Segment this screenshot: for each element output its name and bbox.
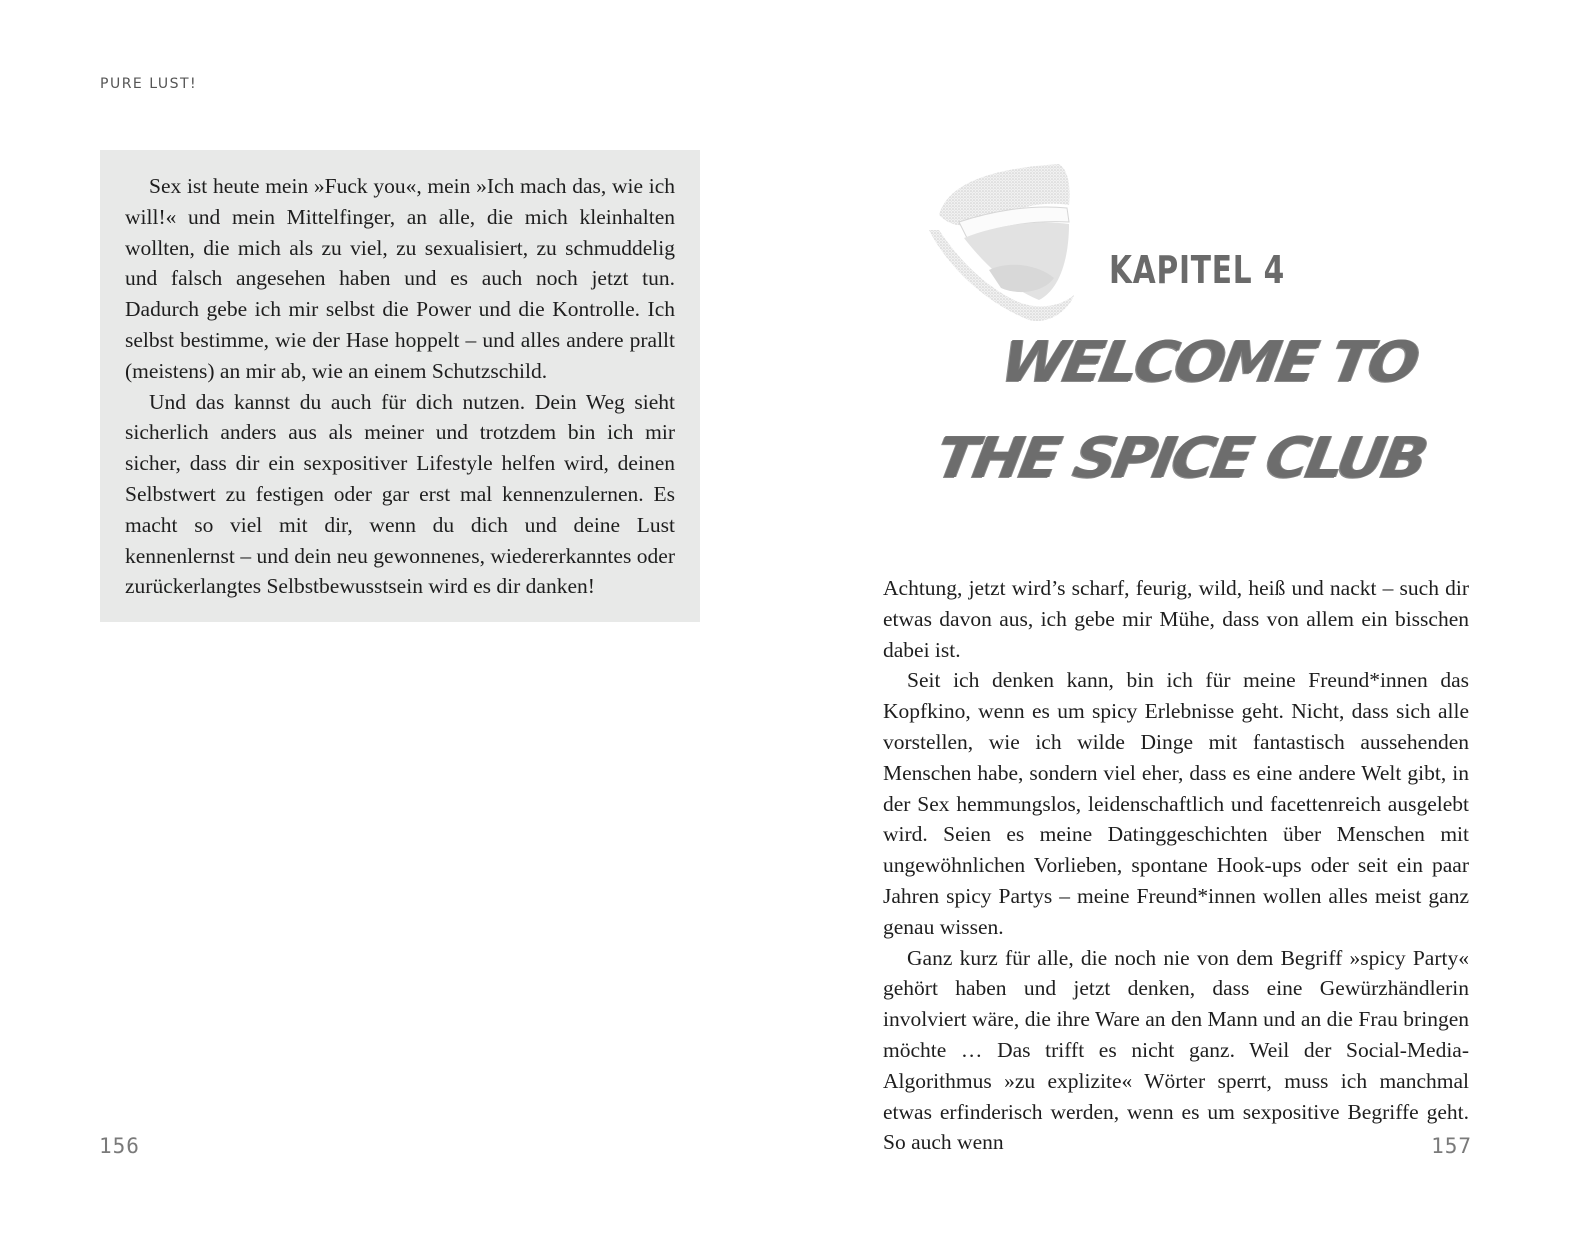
page-number: 157 <box>1431 1134 1472 1158</box>
right-page <box>797 0 1594 1240</box>
body-paragraph: Ganz kurz für alle, die noch nie von dem Begriff »spicy Party« gehört haben und jetzt denken, dass eine Gewürzhändlerin involviert wäre, die ihre Ware an den Mann und an die Frau bringen möchte … Das trifft es nicht ganz. Weil der Social-Media-Algorithmus »zu explizite« Wörter sperrt, muss ich manchmal etwas erfinderisch werden, wenn es um sexpositive Begriffe geht. So auch wenn <box>883 945 1469 1155</box>
chapter-label: KAPITEL 4 <box>1109 248 1285 292</box>
chapter-title-line-2: THE SPICE CLUB <box>931 426 1430 491</box>
box-paragraph: Und das kannst du auch für dich nutzen. Dein Weg sieht sicherlich anders aus als meiner und trotzdem bin ich mir sicher, dass dir ein sexpositiver Lifestyle helfen wird, deinen Selbstwert zu festigen oder gar erst mal kennenzulernen. Es macht so viel mit dir, wenn du dich und deine Lust kennenlernst – und dein neu gewonnenes, wiedererkanntes oder zurückerlangtes Selbstbewusstsein wird es dir danken! <box>125 389 675 599</box>
highlight-box <box>100 150 700 622</box>
mouth-icon <box>919 160 1079 325</box>
running-head: PURE LUST! <box>100 76 198 92</box>
body-text <box>883 573 1469 1158</box>
box-paragraph: Sex ist heute mein »Fuck you«, mein »Ich mach das, wie ich will!« und mein Mittelfinger, an alle, die mich kleinhalten wollten, die mich als zu viel, zu sexualisiert, zu schmuddelig und falsch angesehen haben und es auch noch jetzt tun. Dadurch gebe ich mir selbst die Power und die Kontrolle. Ich selbst bestimme, wie der Hase hoppelt – und alles andere prallt (meistens) an mir ab, wie an einem Schutzschild. <box>125 174 675 383</box>
body-paragraph: Seit ich denken kann, bin ich für meine Freund*innen das Kopfkino, wenn es um spicy Erlebnisse geht. Nicht, dass sich alle vorstellen, wie ich wilde Dinge mit fantastisch aussehenden Menschen habe, sondern viel eher, dass es eine andere Welt gibt, in der Sex hemmungslos, leidenschaftlich und facettenreich ausgelebt wird. Seien es meine Datinggeschichten über Menschen mit ungewöhnlichen Vorlieben, spontane Hook-ups oder seit ein paar Jahren spicy Partys – meine Freund*innen wollen alles meist ganz genau wissen. <box>883 668 1469 939</box>
chapter-title-line-1: WELCOME TO <box>996 330 1422 395</box>
body-paragraph: Achtung, jetzt wird’s scharf, feurig, wild, heiß und nackt – such dir etwas davon aus, ich gebe mir Mühe, dass von allem ein bisschen dabei ist. <box>883 576 1469 662</box>
page-number: 156 <box>99 1134 140 1158</box>
